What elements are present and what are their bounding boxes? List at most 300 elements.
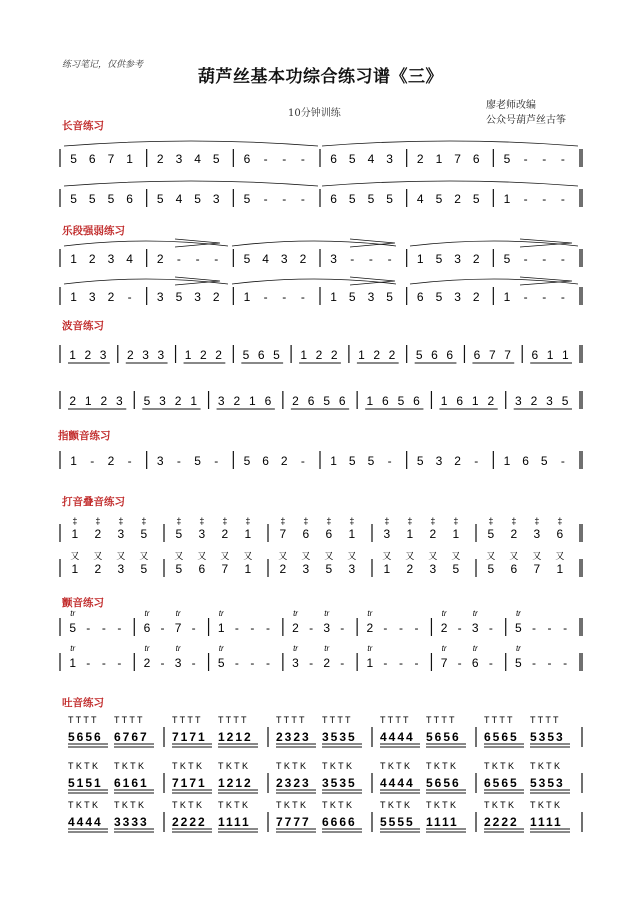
dash: - [191, 656, 196, 670]
note: 5 [140, 527, 148, 541]
trill-mark: tr [367, 609, 373, 618]
note: 6 [198, 562, 206, 576]
dash: - [560, 290, 565, 304]
note: 5 [435, 192, 443, 206]
tongue-notes: 1111 [530, 815, 563, 829]
note: 3 [454, 290, 461, 304]
tongue-syllables: T K T K [218, 761, 249, 771]
dash: - [191, 621, 196, 635]
note: 2 [107, 454, 115, 468]
note: 1 [348, 527, 356, 541]
dash: - [176, 252, 181, 266]
tongue-syllables: T K T K [276, 761, 307, 771]
note: 2 [94, 562, 102, 576]
note: 1 [471, 394, 479, 408]
note: 1 [244, 562, 252, 576]
tongue-syllables: T K T K [380, 761, 411, 771]
trill-mark: tr [441, 609, 447, 618]
note: 3 [533, 527, 541, 541]
tongue-notes: 7171 [172, 776, 207, 790]
note: 1 [70, 290, 77, 304]
note: 3 [280, 252, 288, 266]
tongue-notes: 6565 [484, 730, 519, 744]
note: 3 [174, 656, 182, 670]
note: 2 [127, 348, 134, 362]
dash: - [457, 621, 462, 635]
section-label-grace-notes: 打音叠音练习 [62, 496, 125, 508]
note: 6 [330, 152, 337, 166]
note: 5 [367, 454, 375, 468]
note: 1 [546, 348, 554, 362]
tongue-notes: 1111 [426, 815, 459, 829]
note: 2 [472, 252, 480, 266]
note: 5 [88, 192, 96, 206]
tongue-syllables: T K T K [426, 761, 457, 771]
tongue-notes: 4444 [380, 776, 415, 790]
author-name: 廖老师改编 [486, 100, 536, 111]
slur [64, 181, 318, 186]
note: 5 [561, 394, 569, 408]
grace-mark: 又 [243, 551, 253, 561]
note: 1 [126, 152, 133, 166]
note: 3 [348, 562, 356, 576]
tongue-syllables: T T T T [426, 715, 455, 725]
dash: - [560, 252, 565, 266]
trill-mark: tr [472, 644, 478, 653]
slur [322, 181, 578, 186]
tongue-notes: 3535 [322, 730, 357, 744]
dash: - [542, 152, 547, 166]
note: 3 [515, 394, 522, 408]
tongue-notes: 5353 [530, 776, 565, 790]
trill-mark: tr [515, 609, 521, 618]
note: 1 [503, 192, 511, 206]
note: 6 [338, 394, 346, 408]
note: 7 [488, 348, 496, 362]
tongue-notes: 2323 [276, 776, 311, 790]
decrescendo-hairpin [350, 239, 395, 247]
grace-mark: 又 [324, 551, 334, 561]
note: 1 [69, 656, 77, 670]
note: 2 [366, 621, 374, 635]
dash: - [300, 290, 305, 304]
note: 3 [330, 252, 337, 266]
dash: - [263, 192, 268, 206]
tongue-syllables: T K T K [484, 761, 515, 771]
note: 5 [515, 656, 522, 670]
tongue-syllables: T K T K [114, 800, 145, 810]
dash: - [340, 656, 345, 670]
trill-mark: tr [515, 644, 521, 653]
note: 2 [406, 562, 414, 576]
note: 3 [107, 252, 115, 266]
note: 1 [190, 394, 198, 408]
trill-mark: tr [367, 644, 373, 653]
tongue-syllables: T K T K [276, 800, 307, 810]
note: 7 [533, 562, 541, 576]
trill-mark: tr [144, 644, 150, 653]
note: 6 [325, 527, 333, 541]
note: 5 [487, 562, 495, 576]
tongue-syllables: T K T K [380, 800, 411, 810]
note: 5 [348, 290, 356, 304]
note: 1 [71, 562, 79, 576]
note: 5 [217, 656, 225, 670]
grace-mark: 又 [509, 551, 519, 561]
tongue-notes: 7171 [172, 730, 207, 744]
note: 2 [84, 348, 92, 362]
note: 6 [472, 152, 480, 166]
dash: - [542, 252, 547, 266]
note: 3 [471, 621, 479, 635]
note: 2 [280, 454, 288, 468]
tongue-notes: 5353 [530, 730, 565, 744]
note: 1 [300, 348, 308, 362]
beat-mark: ‡ [118, 516, 124, 526]
dash: - [398, 656, 403, 670]
beat-mark: ‡ [488, 516, 494, 526]
dash: - [542, 192, 547, 206]
dash: - [523, 152, 528, 166]
note: 2 [69, 394, 77, 408]
beat-mark: ‡ [72, 516, 78, 526]
note: 4 [175, 192, 183, 206]
note: 3 [194, 290, 201, 304]
tongue-syllables: T K T K [484, 800, 515, 810]
note: 3 [88, 290, 96, 304]
note: 3 [383, 527, 391, 541]
note: 2 [156, 252, 164, 266]
tongue-syllables: T T T T [172, 715, 201, 725]
tongue-notes: 2222 [172, 815, 207, 829]
note: 5 [452, 562, 460, 576]
note: 1 [416, 252, 424, 266]
tongue-syllables: T K T K [530, 761, 561, 771]
note: 6 [302, 527, 310, 541]
dash: - [383, 656, 388, 670]
tongue-notes: 5151 [68, 776, 103, 790]
note: 3 [435, 454, 443, 468]
note: 3 [386, 152, 393, 166]
note: 6 [330, 192, 337, 206]
note: 5 [540, 454, 548, 468]
dash: - [101, 621, 106, 635]
beat-mark: ‡ [199, 516, 205, 526]
tongue-notes: 1212 [218, 776, 253, 790]
dash: - [127, 454, 132, 468]
decrescendo-hairpin [350, 277, 395, 285]
note: 1 [71, 527, 79, 541]
note: 5 [107, 192, 115, 206]
account-name: 公众号葫芦丝古筝 [486, 115, 566, 126]
grace-mark: 又 [70, 551, 80, 561]
dash: - [263, 152, 268, 166]
note: 2 [373, 348, 381, 362]
note: 5 [367, 192, 375, 206]
note: 1 [70, 454, 77, 468]
grace-mark: 又 [451, 551, 461, 561]
tongue-syllables: T T T T [218, 715, 247, 725]
note: 6 [473, 348, 481, 362]
dash: - [265, 656, 270, 670]
tongue-syllables: T K T K [172, 761, 203, 771]
note: 6 [88, 152, 96, 166]
section-label-finger-vibrato: 指颤音练习 [58, 430, 111, 442]
tongue-notes: 5656 [426, 730, 461, 744]
beat-mark: ‡ [141, 516, 147, 526]
beat-mark: ‡ [280, 516, 286, 526]
tongue-syllables: T T T T [530, 715, 559, 725]
dash: - [474, 454, 479, 468]
dash: - [457, 656, 462, 670]
dash: - [282, 152, 287, 166]
note: 5 [242, 348, 250, 362]
note: 5 [386, 290, 393, 304]
note: 4 [262, 252, 269, 266]
note: 6 [471, 656, 479, 670]
note: 6 [510, 562, 518, 576]
note: 3 [323, 621, 331, 635]
trill-mark: tr [472, 609, 478, 618]
dash: - [127, 290, 132, 304]
note: 1 [366, 656, 374, 670]
note: 7 [221, 562, 229, 576]
note: 7 [279, 527, 287, 541]
note: 2 [315, 348, 323, 362]
grace-mark: 又 [555, 551, 565, 561]
trill-mark: tr [144, 609, 150, 618]
note: 1 [440, 394, 448, 408]
dash: - [160, 656, 165, 670]
dash: - [560, 192, 565, 206]
dash: - [542, 290, 547, 304]
note: 5 [175, 290, 183, 304]
dash: - [250, 656, 255, 670]
trill-mark: tr [218, 609, 224, 618]
beat-mark: ‡ [176, 516, 182, 526]
note: 3 [367, 290, 375, 304]
dash: - [387, 454, 392, 468]
trill-mark: tr [324, 644, 330, 653]
dash: - [340, 621, 345, 635]
note: 2 [429, 527, 437, 541]
dash: - [160, 621, 165, 635]
beat-mark: ‡ [222, 516, 228, 526]
note: 3 [99, 348, 107, 362]
note: 6 [307, 394, 315, 408]
section-label-tonguing: 吐音练习 [62, 697, 104, 709]
note: 6 [126, 192, 133, 206]
grace-mark: 又 [278, 551, 288, 561]
beat-mark: ‡ [511, 516, 517, 526]
tongue-notes: 3333 [114, 815, 149, 829]
dash: - [414, 621, 419, 635]
note: 2 [156, 152, 164, 166]
tongue-notes: 5656 [68, 730, 103, 744]
note: 5 [194, 192, 201, 206]
note: 5 [503, 252, 511, 266]
note: 1 [556, 562, 564, 576]
note: 5 [325, 562, 333, 576]
tongue-syllables: T K T K [114, 761, 145, 771]
note: 6 [243, 152, 251, 166]
tongue-notes: 6565 [484, 776, 519, 790]
study-note: 练习笔记，仅供参考 [62, 60, 144, 70]
section-label-mordent: 波音练习 [62, 320, 104, 332]
note: 3 [198, 527, 206, 541]
note: 5 [212, 152, 220, 166]
beat-mark: ‡ [453, 516, 459, 526]
note: 1 [358, 348, 365, 362]
dash: - [263, 290, 268, 304]
note: 2 [299, 252, 307, 266]
note: 5 [323, 394, 331, 408]
note: 2 [454, 454, 461, 468]
dash: - [523, 252, 528, 266]
note: 5 [156, 192, 164, 206]
dash: - [90, 454, 95, 468]
beat-mark: ‡ [407, 516, 413, 526]
note: 5 [416, 454, 424, 468]
note: 2 [416, 152, 424, 166]
dash: - [300, 192, 305, 206]
note: 2 [330, 348, 338, 362]
note: 3 [156, 454, 164, 468]
tongue-syllables: T K T K [530, 800, 561, 810]
note: 5 [243, 192, 251, 206]
note: 5 [143, 394, 151, 408]
note: 2 [388, 348, 396, 362]
tongue-syllables: T K T K [68, 800, 99, 810]
tongue-notes: 3535 [322, 776, 357, 790]
note: 2 [233, 394, 241, 408]
section-label-long-tone: 长音练习 [62, 120, 104, 132]
note: 2 [88, 252, 96, 266]
note: 3 [159, 394, 166, 408]
tongue-syllables: T T T T [380, 715, 409, 725]
tongue-notes: 4444 [380, 730, 415, 744]
note: 6 [446, 348, 454, 362]
grace-mark: 又 [116, 551, 126, 561]
grace-mark: 又 [220, 551, 230, 561]
note: 1 [452, 527, 460, 541]
section-label-dynamics: 乐段强弱练习 [62, 225, 125, 237]
note: 5 [386, 192, 393, 206]
note: 4 [416, 192, 424, 206]
note: 7 [454, 152, 461, 166]
grace-mark: 又 [139, 551, 149, 561]
tongue-notes: 5656 [426, 776, 461, 790]
note: 5 [69, 621, 77, 635]
trill-mark: tr [293, 644, 298, 653]
tongue-notes: 6666 [322, 815, 357, 829]
tongue-notes: 7777 [276, 815, 311, 829]
note: 3 [175, 152, 183, 166]
note: 6 [262, 454, 269, 468]
note: 6 [431, 348, 438, 362]
dash: - [234, 656, 239, 670]
note: 5 [175, 562, 183, 576]
note: 3 [217, 394, 225, 408]
dash: - [101, 656, 106, 670]
trill-mark: tr [218, 644, 224, 653]
note: 3 [546, 394, 553, 408]
note: 6 [257, 348, 265, 362]
dash: - [560, 152, 565, 166]
note: 6 [416, 290, 424, 304]
grace-mark: 又 [174, 551, 184, 561]
trill-mark: tr [70, 609, 76, 618]
beat-mark: ‡ [430, 516, 436, 526]
dash: - [214, 252, 219, 266]
note: 2 [212, 290, 220, 304]
tongue-notes: 1212 [218, 730, 253, 744]
tongue-syllables: T K T K [322, 761, 353, 771]
tongue-syllables: T K T K [68, 761, 99, 771]
note: 2 [487, 394, 495, 408]
dash: - [368, 252, 373, 266]
note: 5 [140, 562, 148, 576]
dash: - [563, 621, 568, 635]
note: 5 [435, 252, 443, 266]
tongue-notes: 2222 [484, 815, 519, 829]
note: 3 [117, 527, 125, 541]
note: 1 [70, 252, 77, 266]
practice-duration: 10分钟训练 [288, 108, 341, 119]
note: 6 [456, 394, 464, 408]
tongue-syllables: T K T K [172, 800, 203, 810]
note: 4 [194, 152, 201, 166]
note: 5 [194, 454, 201, 468]
note: 5 [70, 152, 77, 166]
note: 2 [292, 621, 299, 635]
note: 5 [487, 527, 495, 541]
dash: - [531, 621, 536, 635]
note: 1 [84, 394, 92, 408]
trill-mark: tr [324, 609, 330, 618]
tongue-syllables: T T T T [114, 715, 143, 725]
beat-mark: ‡ [349, 516, 355, 526]
trill-mark: tr [293, 609, 298, 618]
trill-mark: tr [175, 644, 181, 653]
grace-mark: 又 [405, 551, 415, 561]
grace-mark: 又 [428, 551, 438, 561]
note: 2 [454, 192, 461, 206]
note: 2 [510, 527, 518, 541]
note: 3 [292, 656, 299, 670]
note: 1 [330, 290, 337, 304]
note: 5 [415, 348, 423, 362]
dash: - [488, 656, 493, 670]
note: 1 [249, 394, 256, 408]
dash: - [117, 656, 122, 670]
dash: - [86, 621, 91, 635]
note: 3 [142, 348, 149, 362]
beat-mark: ‡ [326, 516, 332, 526]
trill-mark: tr [70, 644, 76, 653]
note: 3 [117, 562, 125, 576]
note: 5 [70, 192, 77, 206]
note: 6 [413, 394, 420, 408]
tongue-syllables: T T T T [276, 715, 305, 725]
note: 5 [472, 192, 480, 206]
note: 5 [503, 152, 511, 166]
tongue-syllables: T K T K [218, 800, 249, 810]
grace-mark: 又 [301, 551, 311, 561]
note: 3 [156, 290, 164, 304]
tongue-notes: 2323 [276, 730, 311, 744]
tongue-syllables: T T T T [484, 715, 513, 725]
